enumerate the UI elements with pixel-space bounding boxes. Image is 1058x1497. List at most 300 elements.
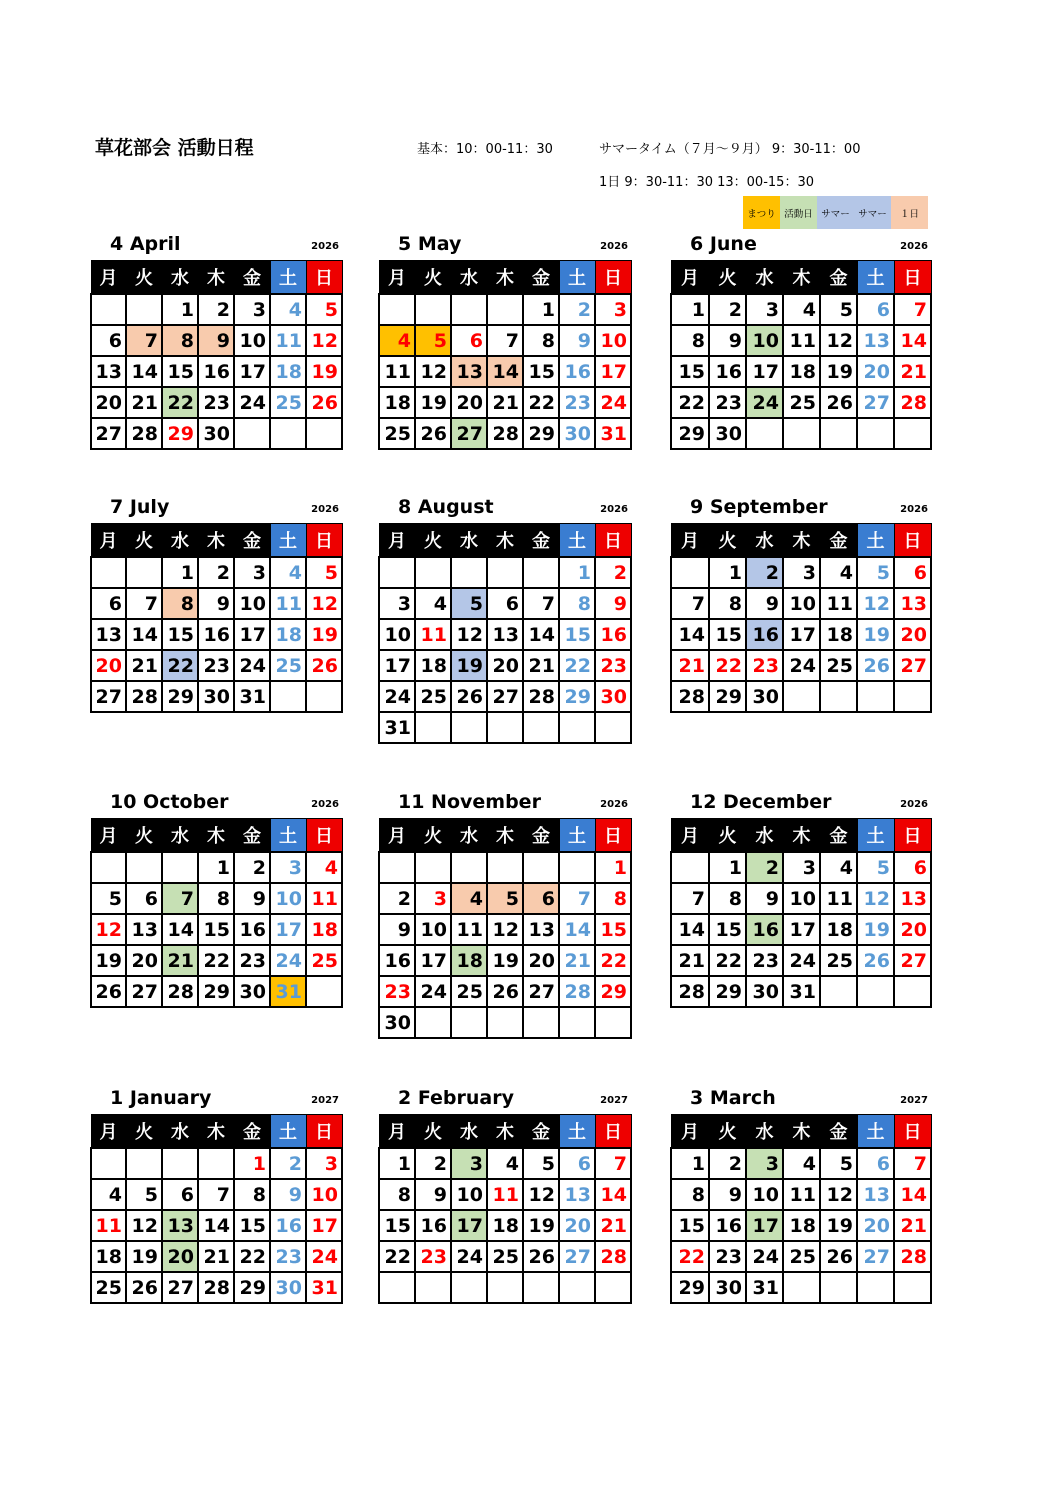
day-cell: 13 — [894, 883, 931, 914]
empty-cell — [820, 681, 857, 712]
day-cell: 28 — [162, 976, 198, 1007]
day-cell: 31 — [379, 712, 415, 743]
month-year: 2026 — [900, 241, 928, 252]
day-cell: 23 — [379, 976, 415, 1007]
empty-cell — [857, 681, 894, 712]
weekday-header: 土 — [270, 819, 306, 853]
empty-cell — [415, 294, 451, 325]
weekday-header: 火 — [126, 524, 162, 558]
day-cell: 10 — [270, 883, 306, 914]
day-cell: 2 — [709, 1148, 746, 1179]
empty-cell — [415, 557, 451, 588]
day-cell: 17 — [783, 914, 820, 945]
day-cell: 14 — [126, 619, 162, 650]
day-cell: 26 — [91, 976, 126, 1007]
day-cell: 21 — [523, 650, 559, 681]
day-cell: 14 — [894, 1179, 931, 1210]
weekday-header: 金 — [820, 524, 857, 558]
day-cell: 19 — [487, 945, 523, 976]
empty-cell — [523, 1272, 559, 1303]
day-cell: 17 — [234, 619, 270, 650]
day-cell: 9 — [198, 588, 234, 619]
day-cell: 28 — [126, 418, 162, 449]
day-cell: 27 — [559, 1241, 595, 1272]
weekday-header: 水 — [162, 524, 198, 558]
empty-cell — [415, 1007, 451, 1038]
weekday-header: 木 — [783, 261, 820, 295]
day-cell: 2 — [270, 1148, 306, 1179]
day-cell: 5 — [91, 883, 126, 914]
month-title: 9 September — [690, 496, 828, 518]
weekday-header: 金 — [234, 524, 270, 558]
day-cell: 5 — [857, 557, 894, 588]
day-cell: 3 — [270, 852, 306, 883]
day-cell: 27 — [126, 976, 162, 1007]
day-cell: 1 — [162, 294, 198, 325]
day-cell: 31 — [746, 1272, 783, 1303]
weekday-header: 水 — [451, 524, 487, 558]
weekday-header: 金 — [234, 261, 270, 295]
empty-cell — [415, 712, 451, 743]
month-title: 5 May — [398, 233, 462, 255]
day-cell: 20 — [894, 619, 931, 650]
day-cell: 20 — [523, 945, 559, 976]
day-cell: 6 — [162, 1179, 198, 1210]
day-cell: 12 — [126, 1210, 162, 1241]
day-cell: 10 — [306, 1179, 342, 1210]
day-cell: 9 — [198, 325, 234, 356]
day-cell: 21 — [559, 945, 595, 976]
day-cell: 10 — [451, 1179, 487, 1210]
day-cell: 15 — [234, 1210, 270, 1241]
month-table — [90, 260, 343, 450]
day-cell: 21 — [671, 945, 709, 976]
day-cell: 13 — [487, 619, 523, 650]
day-cell: 13 — [894, 588, 931, 619]
weekday-header: 木 — [487, 261, 523, 295]
day-cell: 24 — [234, 650, 270, 681]
weekday-header: 火 — [415, 524, 451, 558]
empty-cell — [379, 852, 415, 883]
weekday-header: 月 — [671, 524, 709, 558]
day-cell: 1 — [523, 294, 559, 325]
day-cell: 21 — [595, 1210, 631, 1241]
empty-cell — [487, 1007, 523, 1038]
weekday-header: 金 — [523, 819, 559, 853]
day-cell: 6 — [894, 852, 931, 883]
day-cell: 19 — [820, 1210, 857, 1241]
day-cell: 14 — [198, 1210, 234, 1241]
empty-cell — [451, 712, 487, 743]
day-cell: 13 — [857, 1179, 894, 1210]
day-cell: 1 — [671, 1148, 709, 1179]
day-cell: 11 — [270, 588, 306, 619]
day-cell: 19 — [415, 387, 451, 418]
day-cell: 17 — [783, 619, 820, 650]
day-cell: 19 — [451, 650, 487, 681]
day-cell: 2 — [559, 294, 595, 325]
month-calendar — [670, 1086, 930, 1304]
empty-cell — [894, 976, 931, 1007]
empty-cell — [671, 557, 709, 588]
weekday-header: 火 — [126, 1115, 162, 1149]
day-cell: 17 — [746, 356, 783, 387]
day-cell: 9 — [595, 588, 631, 619]
day-cell: 8 — [198, 883, 234, 914]
empty-cell — [857, 976, 894, 1007]
month-year: 2026 — [600, 241, 628, 252]
day-cell: 21 — [894, 356, 931, 387]
month-year: 2026 — [311, 799, 339, 810]
day-cell: 2 — [379, 883, 415, 914]
day-cell: 5 — [820, 1148, 857, 1179]
weekday-header: 水 — [162, 261, 198, 295]
day-cell: 5 — [306, 557, 342, 588]
day-cell: 6 — [857, 1148, 894, 1179]
day-cell: 4 — [270, 294, 306, 325]
month-title: 6 June — [690, 233, 757, 255]
empty-cell — [595, 1007, 631, 1038]
day-cell: 6 — [91, 588, 126, 619]
day-cell: 30 — [746, 681, 783, 712]
empty-cell — [487, 1272, 523, 1303]
weekday-header: 水 — [451, 1115, 487, 1149]
weekday-header: 土 — [559, 1115, 595, 1149]
day-cell: 5 — [820, 294, 857, 325]
weekday-header: 土 — [559, 261, 595, 295]
month-title: 8 August — [398, 496, 494, 518]
day-cell: 8 — [379, 1179, 415, 1210]
weekday-header: 火 — [415, 819, 451, 853]
summer-hours: サマータイム（７月～９月） 9：30-11：00 — [599, 142, 861, 157]
day-cell: 17 — [746, 1210, 783, 1241]
empty-cell — [270, 681, 306, 712]
day-cell: 5 — [306, 294, 342, 325]
day-cell: 18 — [91, 1241, 126, 1272]
day-cell: 23 — [746, 650, 783, 681]
day-cell: 15 — [162, 356, 198, 387]
day-cell: 14 — [487, 356, 523, 387]
empty-cell — [820, 1272, 857, 1303]
day-cell: 6 — [91, 325, 126, 356]
day-cell: 26 — [487, 976, 523, 1007]
day-cell: 13 — [451, 356, 487, 387]
weekday-header: 金 — [523, 261, 559, 295]
month-table — [378, 818, 632, 1039]
day-cell: 26 — [306, 387, 342, 418]
weekday-header: 日 — [894, 819, 931, 853]
day-cell: 25 — [270, 650, 306, 681]
day-cell: 14 — [894, 325, 931, 356]
weekday-header: 日 — [595, 1115, 631, 1149]
day-cell: 31 — [270, 976, 306, 1007]
weekday-header: 月 — [379, 524, 415, 558]
day-cell: 3 — [783, 557, 820, 588]
day-cell: 19 — [306, 619, 342, 650]
empty-cell — [162, 852, 198, 883]
empty-cell — [746, 418, 783, 449]
day-cell: 27 — [857, 387, 894, 418]
day-cell: 8 — [234, 1179, 270, 1210]
empty-cell — [451, 852, 487, 883]
empty-cell — [523, 557, 559, 588]
empty-cell — [783, 418, 820, 449]
day-cell: 5 — [451, 588, 487, 619]
weekday-header: 水 — [162, 1115, 198, 1149]
weekday-header: 木 — [783, 819, 820, 853]
day-cell: 10 — [415, 914, 451, 945]
day-cell: 22 — [198, 945, 234, 976]
weekday-header: 火 — [709, 819, 746, 853]
day-cell: 20 — [559, 1210, 595, 1241]
weekday-header: 土 — [857, 819, 894, 853]
day-cell: 29 — [709, 976, 746, 1007]
day-cell: 26 — [857, 650, 894, 681]
month-table — [670, 523, 932, 713]
day-cell: 8 — [523, 325, 559, 356]
weekday-header: 水 — [746, 1115, 783, 1149]
empty-cell — [487, 557, 523, 588]
weekday-header: 水 — [451, 261, 487, 295]
day-cell: 10 — [379, 619, 415, 650]
day-cell: 20 — [894, 914, 931, 945]
day-cell: 8 — [559, 588, 595, 619]
day-cell: 13 — [91, 356, 126, 387]
empty-cell — [126, 1148, 162, 1179]
day-cell: 25 — [487, 1241, 523, 1272]
empty-cell — [894, 1272, 931, 1303]
day-cell: 8 — [595, 883, 631, 914]
day-cell: 29 — [162, 418, 198, 449]
day-cell: 20 — [91, 387, 126, 418]
day-cell: 15 — [709, 619, 746, 650]
day-cell: 14 — [671, 914, 709, 945]
day-cell: 25 — [783, 387, 820, 418]
day-cell: 23 — [198, 387, 234, 418]
weekday-header: 水 — [451, 819, 487, 853]
empty-cell — [559, 712, 595, 743]
day-cell: 31 — [234, 681, 270, 712]
day-cell: 9 — [746, 588, 783, 619]
day-cell: 29 — [198, 976, 234, 1007]
month-calendar — [90, 495, 341, 713]
weekday-header: 土 — [270, 261, 306, 295]
day-cell: 23 — [746, 945, 783, 976]
day-cell: 25 — [270, 387, 306, 418]
empty-cell — [595, 1272, 631, 1303]
day-cell: 16 — [198, 619, 234, 650]
legend-matsuri: まつり — [743, 196, 780, 229]
day-cell: 31 — [306, 1272, 342, 1303]
weekday-header: 日 — [306, 819, 342, 853]
day-cell: 7 — [595, 1148, 631, 1179]
weekday-header: 土 — [270, 1115, 306, 1149]
day-cell: 9 — [746, 883, 783, 914]
day-cell: 4 — [487, 1148, 523, 1179]
day-cell: 5 — [523, 1148, 559, 1179]
day-cell: 12 — [820, 325, 857, 356]
weekday-header: 火 — [126, 261, 162, 295]
month-year: 2026 — [900, 799, 928, 810]
month-calendar — [90, 232, 341, 450]
day-cell: 20 — [126, 945, 162, 976]
day-cell: 18 — [379, 387, 415, 418]
day-cell: 25 — [820, 945, 857, 976]
day-cell: 11 — [91, 1210, 126, 1241]
weekday-header: 木 — [198, 261, 234, 295]
day-cell: 29 — [162, 681, 198, 712]
day-cell: 19 — [857, 619, 894, 650]
day-cell: 1 — [379, 1148, 415, 1179]
empty-cell — [451, 1272, 487, 1303]
day-cell: 4 — [415, 588, 451, 619]
day-cell: 1 — [162, 557, 198, 588]
month-table — [90, 818, 343, 1008]
day-cell: 29 — [709, 681, 746, 712]
day-cell: 17 — [234, 356, 270, 387]
day-cell: 21 — [162, 945, 198, 976]
day-cell: 19 — [91, 945, 126, 976]
day-cell: 8 — [709, 883, 746, 914]
day-cell: 15 — [671, 356, 709, 387]
month-year: 2027 — [600, 1095, 628, 1106]
day-cell: 27 — [523, 976, 559, 1007]
month-calendar — [378, 790, 630, 1039]
legend-summer-2: サマー — [854, 196, 891, 229]
day-cell: 18 — [820, 619, 857, 650]
day-cell: 16 — [746, 914, 783, 945]
day-cell: 18 — [270, 356, 306, 387]
empty-cell — [523, 712, 559, 743]
month-calendar — [670, 495, 930, 713]
weekday-header: 金 — [523, 1115, 559, 1149]
day-cell: 5 — [415, 325, 451, 356]
day-cell: 11 — [783, 1179, 820, 1210]
weekday-header: 土 — [559, 819, 595, 853]
month-calendar — [378, 232, 630, 450]
day-cell: 15 — [595, 914, 631, 945]
day-cell: 3 — [595, 294, 631, 325]
day-cell: 30 — [234, 976, 270, 1007]
day-cell: 23 — [415, 1241, 451, 1272]
day-cell: 10 — [783, 883, 820, 914]
empty-cell — [198, 1148, 234, 1179]
day-cell: 30 — [709, 418, 746, 449]
empty-cell — [91, 557, 126, 588]
day-cell: 11 — [270, 325, 306, 356]
day-cell: 16 — [595, 619, 631, 650]
day-cell: 17 — [306, 1210, 342, 1241]
day-cell: 18 — [820, 914, 857, 945]
weekday-header: 水 — [162, 819, 198, 853]
day-cell: 26 — [820, 387, 857, 418]
day-cell: 13 — [91, 619, 126, 650]
weekday-header: 木 — [487, 819, 523, 853]
day-cell: 2 — [746, 852, 783, 883]
empty-cell — [559, 1007, 595, 1038]
day-cell: 8 — [671, 325, 709, 356]
day-cell: 26 — [857, 945, 894, 976]
month-table — [670, 260, 932, 450]
day-cell: 19 — [523, 1210, 559, 1241]
day-cell: 31 — [783, 976, 820, 1007]
day-cell: 8 — [709, 588, 746, 619]
empty-cell — [379, 1272, 415, 1303]
day-cell: 25 — [783, 1241, 820, 1272]
day-cell: 4 — [820, 852, 857, 883]
day-cell: 12 — [91, 914, 126, 945]
day-cell: 20 — [857, 356, 894, 387]
day-cell: 29 — [671, 418, 709, 449]
day-cell: 18 — [415, 650, 451, 681]
day-cell: 11 — [820, 883, 857, 914]
day-cell: 22 — [559, 650, 595, 681]
weekday-header: 日 — [595, 819, 631, 853]
day-cell: 22 — [671, 387, 709, 418]
day-cell: 1 — [198, 852, 234, 883]
day-cell: 3 — [451, 1148, 487, 1179]
month-year: 2026 — [900, 504, 928, 515]
day-cell: 20 — [451, 387, 487, 418]
day-cell: 15 — [379, 1210, 415, 1241]
day-cell: 10 — [746, 325, 783, 356]
day-cell: 18 — [487, 1210, 523, 1241]
day-cell: 1 — [709, 852, 746, 883]
weekday-header: 金 — [820, 1115, 857, 1149]
day-cell: 7 — [523, 588, 559, 619]
empty-cell — [487, 294, 523, 325]
weekday-header: 土 — [559, 524, 595, 558]
day-cell: 11 — [820, 588, 857, 619]
weekday-header: 木 — [487, 1115, 523, 1149]
empty-cell — [451, 557, 487, 588]
day-cell: 4 — [270, 557, 306, 588]
empty-cell — [671, 852, 709, 883]
day-cell: 9 — [709, 1179, 746, 1210]
day-cell: 12 — [306, 325, 342, 356]
day-cell: 7 — [162, 883, 198, 914]
day-cell: 12 — [857, 588, 894, 619]
weekday-header: 火 — [709, 261, 746, 295]
day-cell: 20 — [162, 1241, 198, 1272]
day-cell: 3 — [234, 294, 270, 325]
day-cell: 23 — [234, 945, 270, 976]
month-calendar — [670, 232, 930, 450]
day-cell: 25 — [91, 1272, 126, 1303]
day-cell: 29 — [595, 976, 631, 1007]
legend-ichinichi: １日 — [891, 196, 928, 229]
weekday-header: 月 — [91, 261, 126, 295]
day-cell: 15 — [709, 914, 746, 945]
empty-cell — [894, 418, 931, 449]
day-cell: 5 — [126, 1179, 162, 1210]
weekday-header: 日 — [894, 1115, 931, 1149]
day-cell: 1 — [709, 557, 746, 588]
weekday-header: 日 — [306, 261, 342, 295]
day-cell: 14 — [671, 619, 709, 650]
weekday-header: 火 — [415, 1115, 451, 1149]
day-cell: 15 — [162, 619, 198, 650]
day-cell: 16 — [270, 1210, 306, 1241]
day-cell: 6 — [451, 325, 487, 356]
day-cell: 16 — [379, 945, 415, 976]
legend-katsudo: 活動日 — [780, 196, 817, 229]
empty-cell — [451, 294, 487, 325]
day-cell: 24 — [234, 387, 270, 418]
day-cell: 4 — [451, 883, 487, 914]
day-cell: 21 — [198, 1241, 234, 1272]
day-cell: 12 — [820, 1179, 857, 1210]
